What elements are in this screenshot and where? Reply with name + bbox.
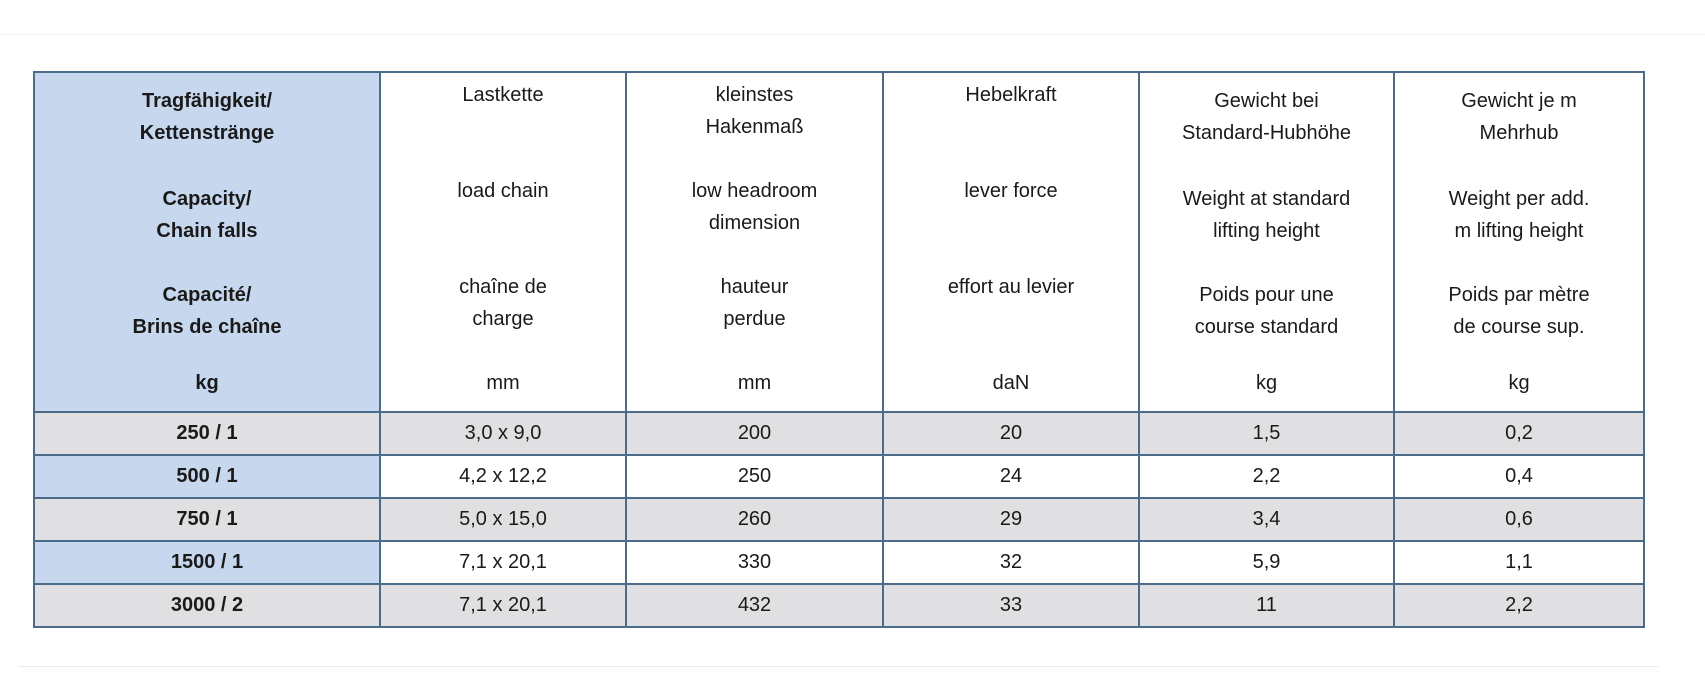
header-weight-per-metre-fr-1: Poids par mètre (1448, 284, 1590, 306)
cell-headroom: 330 (626, 541, 883, 584)
header-capacity-de-1: Tragfähigkeit/ (141, 90, 273, 112)
cell-lever-force: 20 (883, 412, 1139, 455)
cell-weight-per-metre: 0,6 (1394, 498, 1644, 541)
header-weight-standard-fr-2: course standard (1194, 316, 1339, 338)
header-lever-force-fr: effort au levier (947, 276, 1075, 298)
cell-weight-standard: 11 (1139, 584, 1394, 627)
cell-headroom: 432 (626, 584, 883, 627)
header-weight-standard-de-1: Gewicht bei (1214, 90, 1319, 112)
cell-headroom: 200 (626, 412, 883, 455)
cell-weight-standard: 5,9 (1139, 541, 1394, 584)
header-headroom-de-1: kleinstes (715, 84, 794, 106)
cell-weight-per-metre: 2,2 (1394, 584, 1644, 627)
table-row (34, 541, 1644, 584)
cell-weight-standard: 3,4 (1139, 498, 1394, 541)
header-capacity-de-2: Kettenstränge (139, 122, 275, 144)
header-capacity-en-1: Capacity/ (162, 188, 252, 210)
cell-weight-per-metre: 0,4 (1394, 455, 1644, 498)
header-headroom-de-2: Hakenmaß (705, 116, 804, 138)
header-capacity-en-2: Chain falls (156, 220, 258, 242)
header-weight-standard (1139, 72, 1394, 412)
cell-load-chain: 7,1 x 20,1 (380, 584, 626, 627)
header-headroom-unit: mm (737, 372, 772, 394)
header-weight-per-metre-en-2: m lifting height (1454, 220, 1584, 242)
cell-capacity: 250 / 1 (34, 412, 380, 455)
header-capacity (34, 72, 380, 412)
header-weight-per-metre-en-1: Weight per add. (1448, 188, 1590, 210)
header-capacity-unit: kg (195, 372, 219, 394)
header-headroom-fr-1: hauteur (720, 276, 789, 298)
header-lever-force-unit: daN (992, 372, 1030, 394)
spec-table-container (33, 71, 1643, 628)
header-load-chain-fr-1: chaîne de (459, 276, 547, 298)
cell-capacity: 500 / 1 (34, 455, 380, 498)
header-weight-standard-en-2: lifting height (1213, 220, 1320, 242)
header-weight-standard-unit: kg (1255, 372, 1278, 394)
top-divider (0, 34, 1705, 35)
header-load-chain-de: Lastkette (462, 84, 544, 106)
header-lever-force-en: lever force (964, 180, 1058, 202)
cell-lever-force: 29 (883, 498, 1139, 541)
cell-load-chain: 5,0 x 15,0 (380, 498, 626, 541)
cell-headroom: 250 (626, 455, 883, 498)
cell-lever-force: 32 (883, 541, 1139, 584)
cell-weight-standard: 1,5 (1139, 412, 1394, 455)
cell-load-chain: 7,1 x 20,1 (380, 541, 626, 584)
header-weight-standard-fr-1: Poids pour une (1199, 284, 1334, 306)
header-lever-force (883, 72, 1139, 412)
header-load-chain-en: load chain (457, 180, 549, 202)
header-headroom-en-1: low headroom (691, 180, 818, 202)
cell-load-chain: 3,0 x 9,0 (380, 412, 626, 455)
header-load-chain-fr-2: charge (472, 308, 534, 330)
header-weight-per-metre-unit: kg (1508, 372, 1530, 394)
cell-weight-per-metre: 0,2 (1394, 412, 1644, 455)
table-row (34, 584, 1644, 627)
header-capacity-fr-1: Capacité/ (162, 284, 252, 306)
cell-lever-force: 33 (883, 584, 1139, 627)
cell-capacity: 3000 / 2 (34, 584, 380, 627)
cell-load-chain: 4,2 x 12,2 (380, 455, 626, 498)
header-headroom-en-2: dimension (708, 212, 801, 234)
spec-table (33, 71, 1645, 628)
cell-capacity: 1500 / 1 (34, 541, 380, 584)
header-headroom-fr-2: perdue (723, 308, 786, 330)
header-lever-force-de: Hebelkraft (965, 84, 1057, 106)
cell-headroom: 260 (626, 498, 883, 541)
header-weight-per-metre-de-2: Mehrhub (1479, 122, 1559, 144)
cell-weight-standard: 2,2 (1139, 455, 1394, 498)
header-weight-per-metre-fr-2: de course sup. (1453, 316, 1585, 338)
table-row (34, 412, 1644, 455)
header-load-chain-unit: mm (486, 372, 520, 394)
header-load-chain (380, 72, 626, 412)
header-weight-standard-en-1: Weight at standard (1182, 188, 1351, 210)
bottom-divider (18, 666, 1658, 667)
header-weight-per-metre (1394, 72, 1644, 412)
cell-weight-per-metre: 1,1 (1394, 541, 1644, 584)
header-headroom (626, 72, 883, 412)
header-weight-standard-de-2: Standard-Hubhöhe (1181, 122, 1351, 144)
table-row (34, 498, 1644, 541)
header-weight-per-metre-de-1: Gewicht je m (1461, 90, 1577, 112)
cell-lever-force: 24 (883, 455, 1139, 498)
cell-capacity: 750 / 1 (34, 498, 380, 541)
header-row (34, 72, 1644, 412)
header-capacity-fr-2: Brins de chaîne (132, 316, 282, 338)
table-row (34, 455, 1644, 498)
